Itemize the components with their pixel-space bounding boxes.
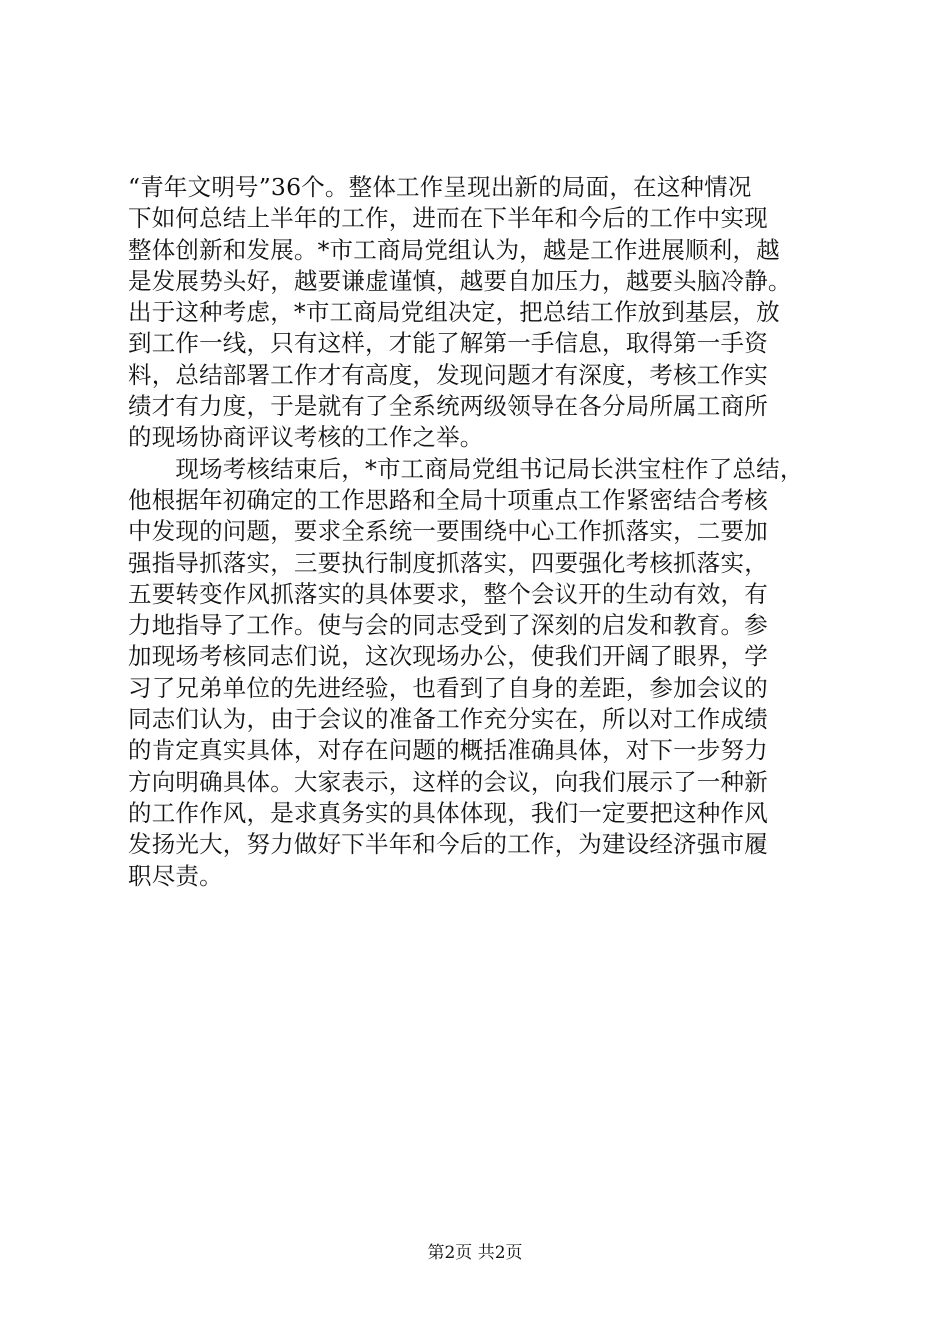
text-line: 力地指导了工作。使与会的同志受到了深刻的启发和教育。参: [128, 611, 768, 640]
text-line: 整体创新和发展。*市工商局党组认为，越是工作进展顺利，越: [128, 235, 780, 264]
text-line: 下如何总结上半年的工作，进而在下半年和今后的工作中实现: [128, 204, 768, 233]
text-line: 强指导抓落实，三要执行制度抓落实，四要强化考核抓落实，: [128, 548, 768, 577]
page-number-footer: 第2页 共2页: [427, 1243, 523, 1263]
text-line: 的现场协商评议考核的工作之举。: [128, 423, 484, 452]
text-line: 料，总结部署工作才有高度，发现问题才有深度，考核工作实: [128, 360, 768, 389]
text-line: 职尽责。: [128, 861, 223, 890]
text-line: 方向明确具体。大家表示，这样的会议，向我们展示了一种新: [128, 767, 768, 796]
text-line: 到工作一线，只有这样，才能了解第一手信息，取得第一手资: [128, 329, 768, 358]
text-line: 五要转变作风抓落实的具体要求，整个会议开的生动有效，有: [128, 579, 768, 608]
text-line: 的肯定真实具体，对存在问题的概括准确具体，对下一步努力: [128, 736, 768, 765]
text-line: 出于这种考虑，*市工商局党组决定，把总结工作放到基层，放: [128, 298, 780, 327]
text-line: 的工作作风，是求真务实的具体体现，我们一定要把这种作风: [128, 798, 768, 827]
body-text: [128, 172, 863, 892]
text-line: 中发现的问题，要求全系统一要围绕中心工作抓落实，二要加: [128, 517, 768, 546]
text-line: 是发展势头好，越要谦虚谨慎，越要自加压力，越要头脑冷静。: [128, 266, 792, 295]
text-line: 绩才有力度，于是就有了全系统两级领导在各分局所属工商所: [128, 392, 768, 421]
text-line: 习了兄弟单位的先进经验，也看到了自身的差距，参加会议的: [128, 673, 768, 702]
text-line: 加现场考核同志们说，这次现场办公，使我们开阔了眼界，学: [128, 642, 768, 671]
text-line: 现场考核结束后，*市工商局党组书记局长洪宝柱作了总结，: [128, 454, 804, 483]
text-line: 他根据年初确定的工作思路和全局十项重点工作紧密结合考核: [128, 485, 768, 514]
text-line: 发扬光大，努力做好下半年和今后的工作，为建设经济强市履: [128, 830, 768, 859]
text-line: 同志们认为，由于会议的准备工作充分实在，所以对工作成绩: [128, 705, 768, 734]
text-line: “青年文明号”36个。整体工作呈现出新的局面，在这种情况: [128, 173, 752, 201]
